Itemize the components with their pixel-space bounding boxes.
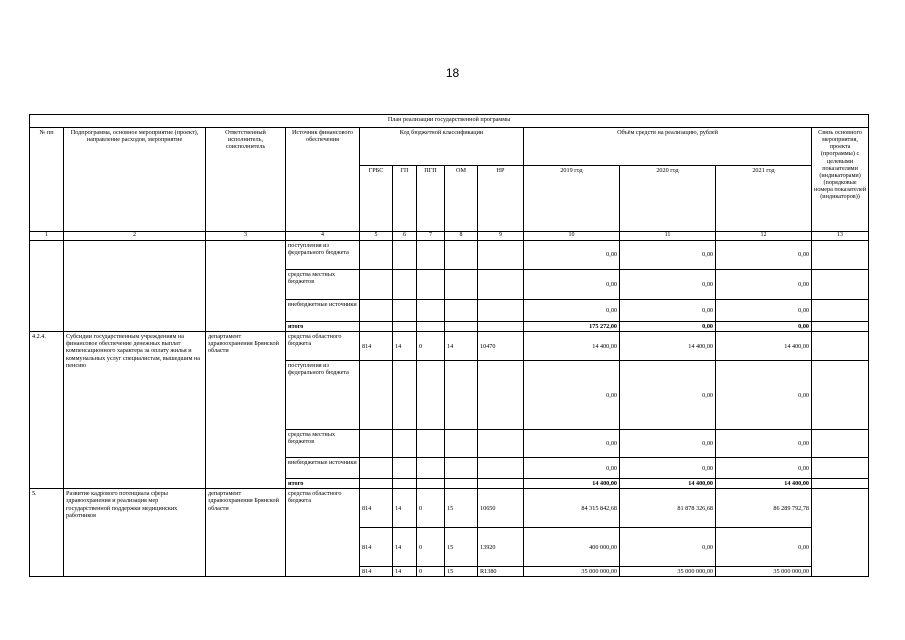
program-name: Развитие кадрового потенциала сферы здравоохранения и реализация мер государственной поддержки медицинских работников bbox=[64, 489, 206, 577]
column-number: 8 bbox=[445, 232, 478, 241]
code-nr: R1380 bbox=[478, 567, 524, 577]
header-num: № пп bbox=[30, 128, 64, 232]
column-number-row bbox=[30, 232, 869, 241]
value-2019: 0,00 bbox=[524, 361, 620, 430]
source-cell: поступления из федерального бюджета bbox=[286, 361, 360, 430]
value-2019: 175 272,00 bbox=[524, 322, 620, 332]
value-2020: 0,00 bbox=[620, 528, 716, 567]
header-om: ОМ bbox=[445, 166, 478, 232]
row-number: 4.2.4. bbox=[30, 332, 64, 489]
source-cell: средства областного бюджета bbox=[286, 332, 360, 361]
cell-empty bbox=[64, 241, 206, 332]
value-2020: 0,00 bbox=[620, 361, 716, 430]
table-row bbox=[30, 489, 869, 528]
code-om: 15 bbox=[445, 567, 478, 577]
value-2021: 0,00 bbox=[716, 458, 812, 479]
code-pgp: 0 bbox=[417, 332, 445, 361]
header-nr: НР bbox=[478, 166, 524, 232]
header-executor: Ответственный исполнитель, соисполнитель bbox=[206, 128, 286, 232]
code-gp: 14 bbox=[393, 528, 417, 567]
source-cell: поступления из федерального бюджета bbox=[286, 241, 360, 270]
value-2021: 0,00 bbox=[716, 430, 812, 458]
value-2019: 14 400,00 bbox=[524, 332, 620, 361]
executor: департамент здравоохранения Брянской области bbox=[206, 489, 286, 577]
value-2019: 84 315 842,68 bbox=[524, 489, 620, 528]
code-om: 14 bbox=[445, 332, 478, 361]
value-2021: 14 400,00 bbox=[716, 332, 812, 361]
source-cell: внебюджетные источники bbox=[286, 300, 360, 322]
code-pgp: 0 bbox=[417, 567, 445, 577]
source-cell: средства областного бюджета bbox=[286, 489, 360, 577]
header-2020: 2020 год bbox=[620, 166, 716, 232]
value-2021: 14 400,00 bbox=[716, 479, 812, 489]
column-number: 13 bbox=[812, 232, 869, 241]
value-2021: 0,00 bbox=[716, 241, 812, 270]
value-2020: 0,00 bbox=[620, 458, 716, 479]
cell-empty bbox=[206, 241, 286, 332]
value-2020: 0,00 bbox=[620, 430, 716, 458]
column-number: 1 bbox=[30, 232, 64, 241]
code-gp: 14 bbox=[393, 332, 417, 361]
value-2019: 14 400,00 bbox=[524, 479, 620, 489]
source-cell: средства местных бюджетов bbox=[286, 430, 360, 458]
header-source: Источник финансового обеспечения bbox=[286, 128, 360, 232]
value-2020: 14 400,00 bbox=[620, 332, 716, 361]
code-pgp: 0 bbox=[417, 528, 445, 567]
page-number: 18 bbox=[445, 66, 460, 80]
value-2021: 0,00 bbox=[716, 528, 812, 567]
source-cell: итого bbox=[286, 322, 360, 332]
value-2020: 0,00 bbox=[620, 300, 716, 322]
executor: департамент здравоохранения Брянской области bbox=[206, 332, 286, 489]
header-gp: ГП bbox=[393, 166, 417, 232]
row-number: 5. bbox=[30, 489, 64, 577]
value-2019: 0,00 bbox=[524, 430, 620, 458]
column-number: 11 bbox=[620, 232, 716, 241]
value-2020: 14 400,00 bbox=[620, 479, 716, 489]
value-2019: 0,00 bbox=[524, 241, 620, 270]
value-2019: 0,00 bbox=[524, 300, 620, 322]
column-number: 12 bbox=[716, 232, 812, 241]
table-row bbox=[30, 241, 869, 270]
value-2021: 0,00 bbox=[716, 361, 812, 430]
column-number: 5 bbox=[360, 232, 393, 241]
table-title: План реализации государственной программы bbox=[30, 115, 869, 128]
value-2019: 0,00 bbox=[524, 458, 620, 479]
header-link: Связь основного мероприятия, проекта (программы) с целевыми показателями (индикаторами) (порядковые номера показателей (индикаторов)) bbox=[812, 128, 869, 232]
column-number: 4 bbox=[286, 232, 360, 241]
column-number: 6 bbox=[393, 232, 417, 241]
program-name: Субсидии государственным учреждениям на финансовое обеспечение денежных выплат компенсационного характера за оплату жилья и коммунальных услуг специалистам, вышедшим на пенсию bbox=[64, 332, 206, 489]
value-2021: 0,00 bbox=[716, 270, 812, 300]
header-2019: 2019 год bbox=[524, 166, 620, 232]
code-grbs: 814 bbox=[360, 332, 393, 361]
code-om: 15 bbox=[445, 489, 478, 528]
header-program: Подпрограмма, основное мероприятие (проект), направление расходов, мероприятие bbox=[64, 128, 206, 232]
code-grbs: 814 bbox=[360, 567, 393, 577]
value-2020: 35 000 000,00 bbox=[620, 567, 716, 577]
header-pgp: ПГП bbox=[417, 166, 445, 232]
value-2020: 0,00 bbox=[620, 322, 716, 332]
value-2021: 0,00 bbox=[716, 322, 812, 332]
code-gp: 14 bbox=[393, 489, 417, 528]
plan-table bbox=[29, 114, 869, 577]
code-grbs: 814 bbox=[360, 528, 393, 567]
code-nr: 10650 bbox=[478, 489, 524, 528]
cell-empty bbox=[30, 241, 64, 332]
value-2020: 81 878 326,68 bbox=[620, 489, 716, 528]
header-grbs: ГРБС bbox=[360, 166, 393, 232]
header-volume: Объём средств на реализацию, рублей bbox=[524, 128, 812, 166]
source-cell: итого bbox=[286, 479, 360, 489]
column-number: 10 bbox=[524, 232, 620, 241]
column-number: 9 bbox=[478, 232, 524, 241]
value-2019: 0,00 bbox=[524, 270, 620, 300]
code-pgp: 0 bbox=[417, 489, 445, 528]
code-grbs: 814 bbox=[360, 489, 393, 528]
code-om: 15 bbox=[445, 528, 478, 567]
value-2020: 0,00 bbox=[620, 270, 716, 300]
value-2019: 35 000 000,00 bbox=[524, 567, 620, 577]
source-cell: внебюджетные источники bbox=[286, 458, 360, 479]
value-2021: 0,00 bbox=[716, 300, 812, 322]
value-2019: 400 000,00 bbox=[524, 528, 620, 567]
column-number: 7 bbox=[417, 232, 445, 241]
header-kbk: Код бюджетной классификации bbox=[360, 128, 524, 166]
value-2021: 35 000 000,00 bbox=[716, 567, 812, 577]
source-cell: средства местных бюджетов bbox=[286, 270, 360, 300]
header-2021: 2021 год bbox=[716, 166, 812, 232]
value-2021: 86 289 792,78 bbox=[716, 489, 812, 528]
code-nr: 13920 bbox=[478, 528, 524, 567]
code-nr: 10470 bbox=[478, 332, 524, 361]
table-row bbox=[30, 332, 869, 361]
value-2020: 0,00 bbox=[620, 241, 716, 270]
column-number: 2 bbox=[64, 232, 206, 241]
code-gp: 14 bbox=[393, 567, 417, 577]
column-number: 3 bbox=[206, 232, 286, 241]
